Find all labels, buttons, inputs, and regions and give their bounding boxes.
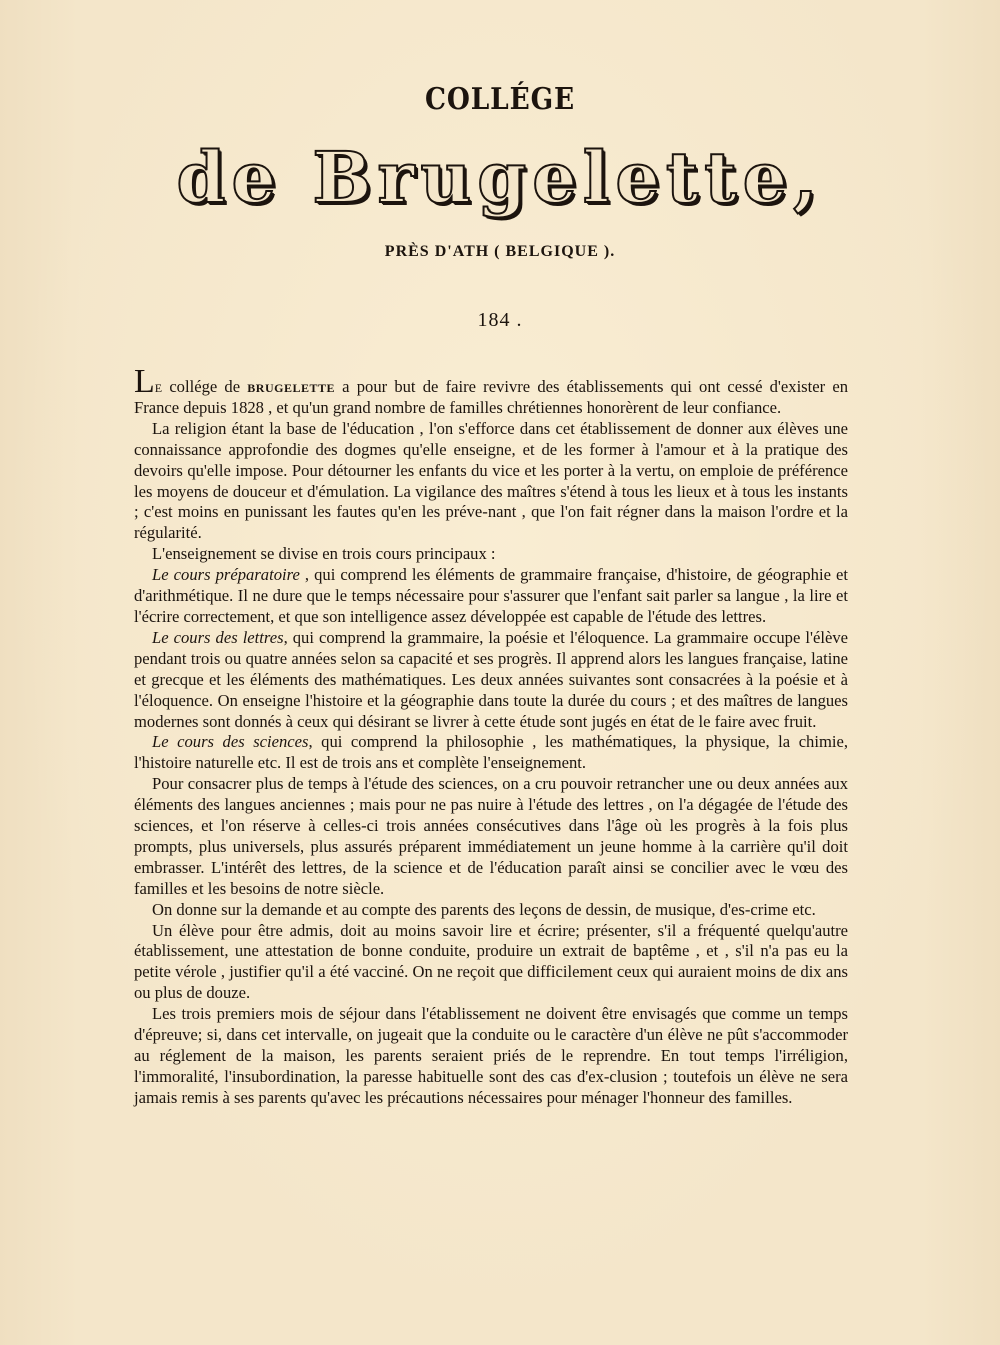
paragraph-cours-lettres — [134, 628, 848, 733]
paragraph-intro — [134, 363, 848, 419]
paragraph-sciences-temps: Pour consacrer plus de temps à l'étude des sciences, on a cru pouvoir retrancher une ou deux années aux éléments des langues anciennes ; mais pour ne pas nuire à l'étude des lettres , on l'a dégagée de l'étude des sciences, et l'on réserve à celles-ci trois années consécutives dans l'âge où les progrès à la fois plus prompts, plus universels, plus assurés préparent immédiatement un jeune homme à la carrière qu'il doit embrasser. L'intérêt des lettres, de la science et de l'éducation paraît ainsi se concilier avec le vœu des familles et les besoins de notre siècle. — [134, 774, 848, 898]
cours-preparatoire-text: , qui comprend les éléments de grammaire française, d'histoire, de géographie et d'arithmétique. Il ne dure que le temps nécessaire pour s'assurer que l'enfant sait parler sa langue , la lire et l'écrire correctement, et que son intelligence assez développée est capable de l'étude des lettres. — [134, 565, 848, 626]
body-text — [134, 363, 848, 1109]
paragraph-cours-sciences — [134, 732, 848, 774]
paragraph-religion: La religion étant la base de l'éducation , l'on s'efforce dans cet établissement de donner aux élèves une connaissance approfondie des dogmes qu'elle enseigne, et de les former à l'amour et à la pratique des devoirs qu'elle impose. Pour détourner les enfants du vice et les porter à la vertu, on emploie de préférence les moyens de douceur et d'émulation. La vigilance des maîtres s'étend à tous les lieux et à tous les instants ; c'est moins en punissant les fautes qu'en les préve-nant , que l'on fait régner dans la maison l'ordre et la régularité. — [134, 418, 848, 543]
paragraph-admission: Un élève pour être admis, doit au moins savoir lire et écrire; présenter, s'il a fréquenté quelqu'autre établissement, une attestation de bonne conduite, produire un extrait de baptême , et , s'il n'a pas eu la petite vérole , justifier qu'il a été vacciné. On ne reçoit que difficilement ceux qui auraient moins de dix ans ou plus de douze. — [134, 920, 848, 1003]
drop-cap: L — [134, 363, 155, 400]
title-college: COLLÉGE — [424, 82, 576, 117]
subtitle-location: PRÈS D'ATH ( BELGIQUE ). — [384, 243, 616, 260]
cours-sciences-text: , qui comprend la philosophie , les mathématiques, la physique, la chimie, l'histoire naturelle etc. Il est de trois ans et complète l'enseignement. — [134, 732, 848, 773]
cours-lettres-text: , qui comprend la grammaire, la poésie et l'éloquence. La grammaire occupe l'élève pendant trois ou quatre années selon sa capacité et ses progrès. Il apprend alors les langues française, latine et grecque et les éléments des mathématiques. Les deux années suivantes sont consacrées à la poésie et à l'éloquence. On enseigne l'histoire et la géographie dans toute la durée du cours ; et des maîtres de langues modernes sont donnés à ceux qui désirant se livrer à cette étude sont jugés en état de le faire avec fruit. — [134, 627, 848, 731]
cours-preparatoire-title: Le cours préparatoire — [152, 565, 300, 585]
paragraph-lecons: On donne sur la demande et au compte des parents des leçons de dessin, de musique, d'es-crime etc. — [152, 899, 816, 919]
paragraph-epreuve: Les trois premiers mois de séjour dans l'établissement ne doivent être envisagés que comme un temps d'épreuve; si, dans cet intervalle, on jugeait que la conduite ou le caractère d'un élève ne pût s'accommoder au réglement de la maison, les parents seraient priés de le reprendre. En tout temps l'irréligion, l'immoralité, l'insubordination, la paresse habituelle sont des cas d'ex-clusion ; toutefois un élève ne sera jamais remis à ses parents qu'avec les précautions nécessaires pour ménager l'honneur des familles. — [134, 1004, 848, 1107]
drop-cap-rest: e — [154, 377, 163, 396]
intro-text-2: a pour but de faire revivre des établissements qui ont cessé d'exister en France depuis 1828 , et qu'un grand nombre de familles chrétiennes honorèrent de leur confiance. — [134, 377, 848, 417]
college-name: brugelette — [247, 377, 335, 396]
paragraph-enseignement: L'enseignement se divise en trois cours principaux : — [152, 544, 496, 564]
title-brugelette: de Brugelette, — [176, 136, 824, 219]
paragraph-cours-preparatoire — [134, 565, 848, 628]
cours-sciences-title: Le cours des sciences — [152, 732, 309, 752]
cours-lettres-title: Le cours des lettres — [152, 627, 284, 647]
intro-text-1: collége de — [162, 377, 248, 396]
year-line: 184 . — [477, 309, 523, 331]
